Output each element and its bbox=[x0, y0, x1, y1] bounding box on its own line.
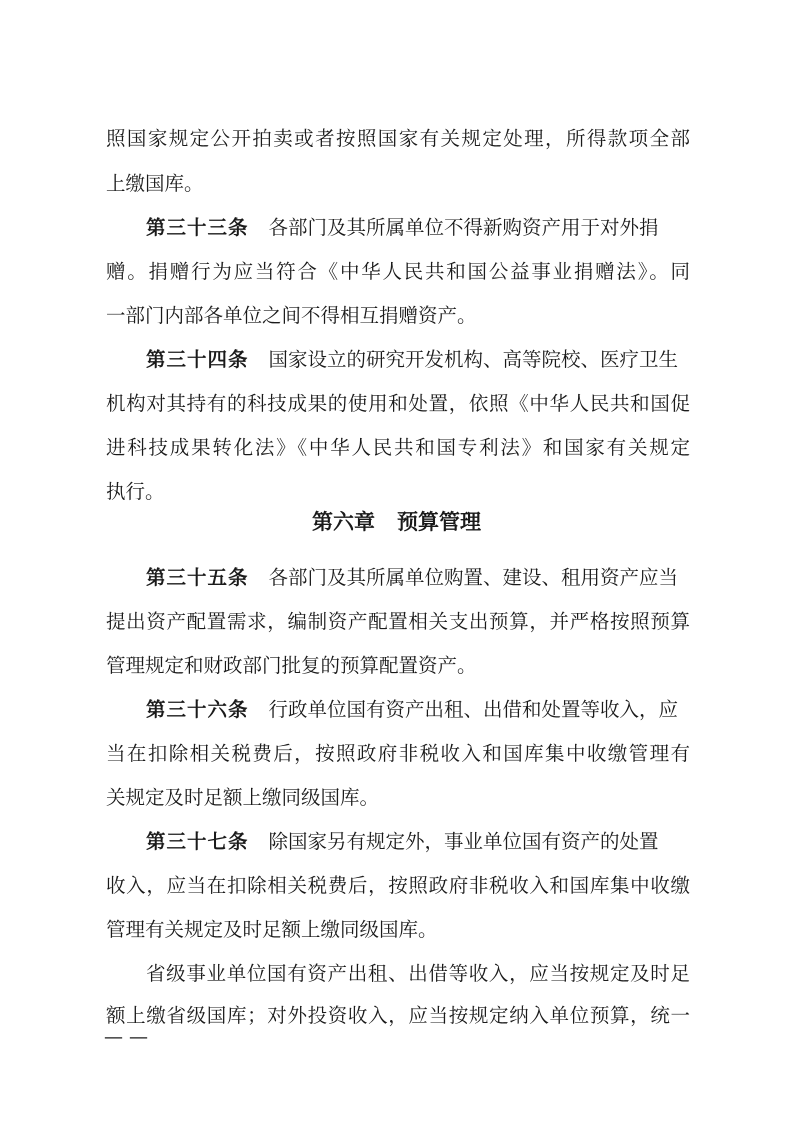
article-number: 第三十四条 bbox=[146, 348, 249, 371]
article-34 bbox=[146, 345, 690, 375]
article-number: 第三十六条 bbox=[146, 698, 249, 721]
body-text-line: 省级事业单位国有资产出租、出借等收入，应当按规定及时足 bbox=[146, 962, 690, 985]
article-text: 各部门及其所属单位不得新购资产用于对外捐 bbox=[268, 216, 659, 239]
body-text-line: 执行。 bbox=[106, 480, 165, 503]
article-35 bbox=[146, 563, 690, 593]
article-number: 第三十三条 bbox=[146, 216, 249, 239]
body-text-line: 关规定及时足额上缴同级国库。 bbox=[106, 786, 380, 809]
article-text: 行政单位国有资产出租、出借和处置等收入，应 bbox=[268, 698, 679, 721]
body-text-line: 照国家规定公开拍卖或者按照国家有关规定处理，所得款项全部 bbox=[106, 127, 690, 150]
body-text-line: 管理规定和财政部门批复的预算配置资产。 bbox=[106, 654, 477, 677]
body-text-line: 上缴国库。 bbox=[106, 172, 204, 195]
body-text-line: 额上缴省级国库；对外投资收入，应当按规定纳入单位预算，统一 bbox=[106, 1004, 690, 1027]
article-text: 国家设立的研究开发机构、高等院校、医疗卫生 bbox=[268, 348, 679, 371]
article-37 bbox=[146, 827, 690, 857]
body-text-line: 机构对其持有的科技成果的使用和处置，依照《中华人民共和国促 bbox=[106, 392, 690, 415]
article-number: 第三十七条 bbox=[146, 830, 249, 853]
body-text-line: 一部门内部各单位之间不得相互捐赠资产。 bbox=[106, 304, 477, 327]
article-text: 除国家另有规定外，事业单位国有资产的处置 bbox=[268, 830, 659, 853]
article-text: 各部门及其所属单位购置、建设、租用资产应当 bbox=[268, 566, 679, 589]
body-text-line: 提出资产配置需求，编制资产配置相关支出预算，并严格按照预算 bbox=[106, 610, 690, 633]
body-text-line: 管理有关规定及时足额上缴同级国库。 bbox=[106, 918, 438, 941]
article-36 bbox=[146, 695, 690, 725]
article-number: 第三十五条 bbox=[146, 566, 249, 589]
article-33 bbox=[146, 213, 690, 243]
body-text-line: 进科技成果转化法》《中华人民共和国专利法》和国家有关规定 bbox=[106, 436, 690, 459]
page-number: — — bbox=[104, 1026, 149, 1048]
body-text-line: 收入，应当在扣除相关税费后，按照政府非税收入和国库集中收缴 bbox=[106, 874, 690, 897]
chapter-number: 第六章 bbox=[312, 510, 375, 534]
chapter-title: 预算管理 bbox=[397, 510, 481, 534]
body-text-line: 赠。捐赠行为应当符合《中华人民共和国公益事业捐赠法》。同 bbox=[106, 260, 690, 283]
body-text-line: 当在扣除相关税费后，按照政府非税收入和国库集中收缴管理有 bbox=[106, 742, 690, 765]
chapter-heading bbox=[0, 507, 793, 537]
